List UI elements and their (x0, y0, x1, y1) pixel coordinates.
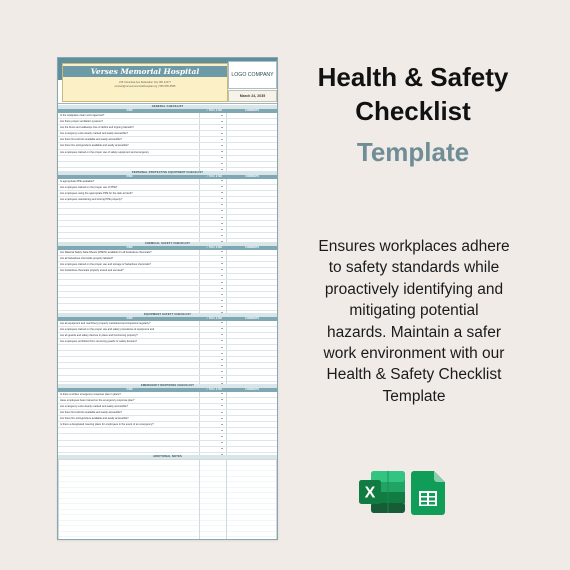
dropdown-arrow-icon (221, 399, 223, 400)
dropdown-arrow-icon (221, 442, 223, 443)
dropdown-arrow-icon (221, 371, 223, 372)
yes-no-dropdown[interactable] (200, 215, 227, 220)
excel-icon (357, 469, 407, 515)
checklist-item (58, 162, 200, 167)
notes-grid (58, 459, 277, 540)
dropdown-arrow-icon (221, 328, 223, 329)
yes-no-dropdown[interactable] (200, 150, 227, 155)
dropdown-arrow-icon (221, 139, 223, 140)
yes-no-dropdown[interactable] (200, 333, 227, 338)
contact-line: contact@versesmemorialhospital.org | 555-555-5555 (114, 85, 176, 88)
comments-cell[interactable] (227, 410, 277, 415)
comments-cell[interactable] (227, 179, 277, 184)
checklist-item: Are hazardous chemicals properly stored and secured? (58, 268, 200, 273)
yes-no-dropdown[interactable] (200, 256, 227, 261)
desc-line: Health & Safety Checklist (326, 366, 502, 384)
comments-cell[interactable] (227, 398, 277, 403)
desc-line: to safety standards while (328, 259, 500, 277)
yes-no-dropdown[interactable] (200, 339, 227, 344)
comments-cell[interactable] (227, 327, 277, 332)
dropdown-arrow-icon (221, 424, 223, 425)
dropdown-arrow-icon (221, 322, 223, 323)
section-title: EMERGENCY RESPONSE CHECKLIST (58, 384, 277, 388)
comments-cell[interactable] (227, 119, 277, 124)
dropdown-arrow-icon (221, 145, 223, 146)
checklist-item: Are employees using the appropriate PPE for the task at hand? (58, 191, 200, 196)
dropdown-arrow-icon (221, 430, 223, 431)
checklist-item (58, 233, 200, 238)
checklist-section (58, 242, 277, 317)
column-header-yes-no: ✓ YES / ✗ NO (206, 245, 222, 249)
checklist-item: Are there fire extinguishers available and easily accessible? (58, 143, 200, 148)
yes-no-dropdown[interactable] (200, 262, 227, 267)
checklist-item: Are employees trained on the proper use of safety equipment and emergency (58, 150, 200, 155)
checklist-item (58, 351, 200, 356)
dropdown-arrow-icon (221, 365, 223, 366)
column-header-item: ITEM (126, 109, 133, 112)
comments-cell[interactable] (227, 422, 277, 427)
comments-cell[interactable] (227, 321, 277, 326)
checklist-item (58, 298, 200, 303)
checklist-item: Are there proper ventilation systems? (58, 119, 200, 124)
column-header-comments: COMMENTS (245, 245, 259, 249)
promo-title-line2: Checklist (355, 96, 471, 126)
dropdown-arrow-icon (221, 359, 223, 360)
dropdown-arrow-icon (221, 306, 223, 307)
dropdown-arrow-icon (221, 412, 223, 413)
dropdown-arrow-icon (221, 377, 223, 378)
additional-notes-section (58, 455, 277, 540)
yes-no-dropdown[interactable] (200, 233, 227, 238)
column-header-item: ITEM (126, 174, 133, 178)
yes-no-dropdown[interactable] (200, 434, 227, 439)
section-title: GENERAL CHECKLIST (58, 105, 277, 109)
yes-no-dropdown[interactable] (200, 327, 227, 332)
checklist-item: Is there a written emergency response plan in place? (58, 392, 200, 397)
yes-no-dropdown[interactable] (200, 125, 227, 130)
yes-no-dropdown[interactable] (200, 119, 227, 124)
comments-cell[interactable] (227, 262, 277, 267)
checklist-item (58, 274, 200, 279)
yes-no-dropdown[interactable] (200, 363, 227, 368)
dropdown-arrow-icon (221, 353, 223, 354)
checklist-section (58, 171, 277, 246)
comments-cell[interactable] (227, 143, 277, 148)
checklist-item (58, 447, 200, 452)
yes-no-dropdown[interactable] (200, 162, 227, 167)
yes-no-dropdown[interactable] (200, 209, 227, 214)
dropdown-arrow-icon (221, 192, 223, 193)
checklist-item (58, 221, 200, 226)
checklist-item (58, 441, 200, 446)
desc-line: Ensures workplaces adhere (318, 238, 510, 255)
promo-title-line1: Health & Safety (317, 62, 509, 92)
comments-cell[interactable] (227, 209, 277, 214)
column-header-item: ITEM (126, 316, 133, 320)
checklist-item: Have employees been trained on the emergency response plan? (58, 398, 200, 403)
column-header-yes-no: ✓ YES / ✗ NO (206, 387, 222, 391)
comments-cell[interactable] (227, 233, 277, 238)
yes-no-dropdown[interactable] (200, 143, 227, 148)
yes-no-dropdown[interactable] (200, 286, 227, 291)
checklist-item: Is the workplace clean and organized? (58, 113, 200, 118)
comments-cell[interactable] (227, 357, 277, 362)
header-divider (58, 103, 277, 104)
desc-line: Template (382, 387, 446, 405)
comments-cell[interactable] (227, 376, 277, 381)
desc-line: hazards. Maintain a safer (326, 323, 502, 341)
checklist-item (58, 357, 200, 362)
comments-cell[interactable] (227, 292, 277, 297)
comments-cell[interactable] (227, 416, 277, 421)
comments-cell[interactable] (227, 392, 277, 397)
checklist-section (58, 384, 277, 459)
comments-cell[interactable] (227, 345, 277, 350)
checklist-item: Are there first aid kits available and easily accessible? (58, 137, 200, 142)
yes-no-dropdown[interactable] (200, 156, 227, 161)
comments-cell[interactable] (227, 113, 277, 118)
dropdown-arrow-icon (221, 229, 223, 230)
dropdown-arrow-icon (221, 251, 223, 252)
google-sheets-icon (411, 471, 445, 515)
dropdown-arrow-icon (221, 393, 223, 394)
yes-no-dropdown[interactable] (200, 351, 227, 356)
dropdown-arrow-icon (221, 180, 223, 181)
comments-cell[interactable] (227, 197, 277, 202)
comments-cell[interactable] (227, 280, 277, 285)
yes-no-dropdown[interactable] (200, 113, 227, 118)
comments-cell[interactable] (227, 150, 277, 155)
yes-no-dropdown[interactable] (200, 321, 227, 326)
yes-no-dropdown[interactable] (200, 280, 227, 285)
comments-cell[interactable] (227, 404, 277, 409)
checklist-item (58, 428, 200, 433)
excel-letter: X (364, 484, 376, 502)
comments-cell[interactable] (227, 268, 277, 273)
comments-cell[interactable] (227, 298, 277, 303)
dropdown-arrow-icon (221, 223, 223, 224)
yes-no-dropdown[interactable] (200, 410, 227, 415)
hospital-name: Verses Memorial Hospital (63, 66, 227, 77)
yes-no-dropdown[interactable] (200, 292, 227, 297)
dropdown-arrow-icon (221, 186, 223, 187)
checklist-item: Are all guards and safety devices in place and functioning properly? (58, 333, 200, 338)
comments-cell[interactable] (227, 191, 277, 196)
checklist-item (58, 345, 200, 350)
sheet-date: March 24, 2035 (228, 90, 277, 102)
dropdown-arrow-icon (221, 347, 223, 348)
yes-no-dropdown[interactable] (200, 179, 227, 184)
yes-no-dropdown[interactable] (200, 137, 227, 142)
dropdown-arrow-icon (221, 235, 223, 236)
yes-no-dropdown[interactable] (200, 404, 227, 409)
checklist-item: Are all hazardous chemicals properly labeled? (58, 256, 200, 261)
comments-cell[interactable] (227, 221, 277, 226)
section-title: CHEMICAL SAFETY CHECKLIST (58, 242, 277, 246)
comments-cell[interactable] (227, 304, 277, 309)
promo-title-line3: Template (356, 137, 470, 167)
checklist-item: Is appropriate PPE available? (58, 179, 200, 184)
dropdown-arrow-icon (221, 204, 223, 205)
checklist-item: Are employees maintaining and storing PPE properly? (58, 197, 200, 202)
comments-cell[interactable] (227, 286, 277, 291)
desc-line: work environment with our (323, 345, 505, 363)
checklist-item (58, 286, 200, 291)
checklist-item: Are emergency exits clearly marked and easily accessible? (58, 131, 200, 136)
checklist-item: Are the floors and walkways free of debris and tripping hazards? (58, 125, 200, 130)
comments-cell[interactable] (227, 434, 277, 439)
logo-placeholder: LOGO COMPANY (228, 61, 277, 89)
comments-cell[interactable] (227, 131, 277, 136)
dropdown-arrow-icon (221, 418, 223, 419)
comments-cell[interactable] (227, 339, 277, 344)
checklist-item: Are employees trained on the proper use and safety procedures of equipment and (58, 327, 200, 332)
dropdown-arrow-icon (221, 300, 223, 301)
comments-cell[interactable] (227, 203, 277, 208)
checklist-item: Are employees trained on the proper use and storage of hazardous chemicals? (58, 262, 200, 267)
yes-no-dropdown[interactable] (200, 203, 227, 208)
dropdown-arrow-icon (221, 115, 223, 116)
comments-cell[interactable] (227, 447, 277, 452)
checklist-item (58, 156, 200, 161)
comments-cell[interactable] (227, 227, 277, 232)
yes-no-dropdown[interactable] (200, 304, 227, 309)
comments-cell[interactable] (227, 274, 277, 279)
dropdown-arrow-icon (221, 217, 223, 218)
comments-cell[interactable] (227, 333, 277, 338)
comments-cell[interactable] (227, 256, 277, 261)
column-header-comments: COMMENTS (245, 174, 259, 178)
column-header-item: ITEM (126, 387, 133, 391)
hospital-info-box (62, 63, 228, 102)
comments-cell[interactable] (227, 250, 277, 255)
checklist-item (58, 304, 200, 309)
checklist-item (58, 369, 200, 374)
yes-no-dropdown[interactable] (200, 447, 227, 452)
yes-no-dropdown[interactable] (200, 357, 227, 362)
checklist-sheet-preview (57, 57, 278, 540)
column-header-yes-no: ✓ YES / ✗ NO (206, 109, 222, 112)
yes-no-dropdown[interactable] (200, 422, 227, 427)
dropdown-arrow-icon (221, 275, 223, 276)
checklist-item: Are emergency exits clearly marked and easily accessible? (58, 404, 200, 409)
yes-no-dropdown[interactable] (200, 131, 227, 136)
comments-cell[interactable] (227, 369, 277, 374)
yes-no-dropdown[interactable] (200, 392, 227, 397)
column-header-yes-no: ✓ YES / ✗ NO (206, 174, 222, 178)
yes-no-dropdown[interactable] (200, 197, 227, 202)
checklist-item (58, 434, 200, 439)
dropdown-arrow-icon (221, 448, 223, 449)
dropdown-arrow-icon (221, 263, 223, 264)
checklist-item (58, 227, 200, 232)
desc-line: proactively identifying and (324, 280, 504, 298)
comments-cell[interactable] (227, 125, 277, 130)
dropdown-arrow-icon (221, 127, 223, 128)
checklist-item (58, 376, 200, 381)
comments-cell[interactable] (227, 156, 277, 161)
section-title: PERSONAL PROTECTIVE EQUIPMENT CHECKLIST (58, 171, 277, 175)
dropdown-arrow-icon (221, 269, 223, 270)
address-line: 245 Columbia Ave Relaxation City, BR 12477 (119, 81, 171, 84)
checklist-item: Is there a designated meeting place for employees in the event of an emergency? (58, 422, 200, 427)
yes-no-dropdown[interactable] (200, 376, 227, 381)
comments-cell[interactable] (227, 428, 277, 433)
comments-cell[interactable] (227, 162, 277, 167)
dropdown-arrow-icon (221, 405, 223, 406)
checklist-item (58, 280, 200, 285)
yes-no-dropdown[interactable] (200, 428, 227, 433)
checklist-item (58, 215, 200, 220)
dropdown-arrow-icon (221, 294, 223, 295)
dropdown-arrow-icon (221, 133, 223, 134)
checklist-item: Are employees prohibited from removing guards or safety devices? (58, 339, 200, 344)
notes-title: ADDITIONAL NOTES (58, 455, 277, 459)
dropdown-arrow-icon (221, 210, 223, 211)
yes-no-dropdown[interactable] (200, 185, 227, 190)
dropdown-arrow-icon (221, 121, 223, 122)
comments-cell[interactable] (227, 137, 277, 142)
yes-no-dropdown[interactable] (200, 345, 227, 350)
column-header-comments: COMMENTS (245, 387, 259, 391)
dropdown-arrow-icon (221, 198, 223, 199)
dropdown-arrow-icon (221, 282, 223, 283)
yes-no-dropdown[interactable] (200, 250, 227, 255)
column-header-comments: COMMENTS (245, 109, 259, 112)
yes-no-dropdown[interactable] (200, 227, 227, 232)
dropdown-arrow-icon (221, 257, 223, 258)
dropdown-arrow-icon (221, 157, 223, 158)
dropdown-arrow-icon (221, 334, 223, 335)
checklist-item: Are there fire extinguishers available and easily accessible? (58, 416, 200, 421)
comments-cell[interactable] (227, 185, 277, 190)
comments-cell[interactable] (227, 363, 277, 368)
promo-description (286, 236, 542, 407)
checklist-item: Are all equipment and machinery properly maintained and inspected regularly? (58, 321, 200, 326)
checklist-item (58, 203, 200, 208)
checklist-item: Are employees trained on the proper use of PPE? (58, 185, 200, 190)
dropdown-arrow-icon (221, 151, 223, 152)
dropdown-arrow-icon (221, 340, 223, 341)
checklist-section (58, 313, 277, 388)
desc-line: mitigating potential (349, 302, 479, 320)
column-header-item: ITEM (126, 245, 133, 249)
yes-no-dropdown[interactable] (200, 298, 227, 303)
dropdown-arrow-icon (221, 436, 223, 437)
comments-cell[interactable] (227, 441, 277, 446)
dropdown-arrow-icon (221, 288, 223, 289)
yes-no-dropdown[interactable] (200, 369, 227, 374)
checklist-item: Are there first aid kits available and easily accessible? (58, 410, 200, 415)
yes-no-dropdown[interactable] (200, 416, 227, 421)
checklist-section (58, 105, 277, 174)
section-title: EQUIPMENT SAFETY CHECKLIST (58, 313, 277, 317)
yes-no-dropdown[interactable] (200, 221, 227, 226)
comments-cell[interactable] (227, 351, 277, 356)
checklist-item: Are Material Safety Data Sheets (MSDS) available for all hazardous chemicals? (58, 250, 200, 255)
yes-no-dropdown[interactable] (200, 274, 227, 279)
yes-no-dropdown[interactable] (200, 441, 227, 446)
checklist-item (58, 363, 200, 368)
dropdown-arrow-icon (221, 163, 223, 164)
yes-no-dropdown[interactable] (200, 268, 227, 273)
yes-no-dropdown[interactable] (200, 191, 227, 196)
hospital-address (63, 81, 227, 89)
checklist-item (58, 209, 200, 214)
checklist-item (58, 292, 200, 297)
yes-no-dropdown[interactable] (200, 398, 227, 403)
column-header-yes-no: ✓ YES / ✗ NO (206, 316, 222, 320)
comments-cell[interactable] (227, 215, 277, 220)
column-header-comments: COMMENTS (245, 316, 259, 320)
